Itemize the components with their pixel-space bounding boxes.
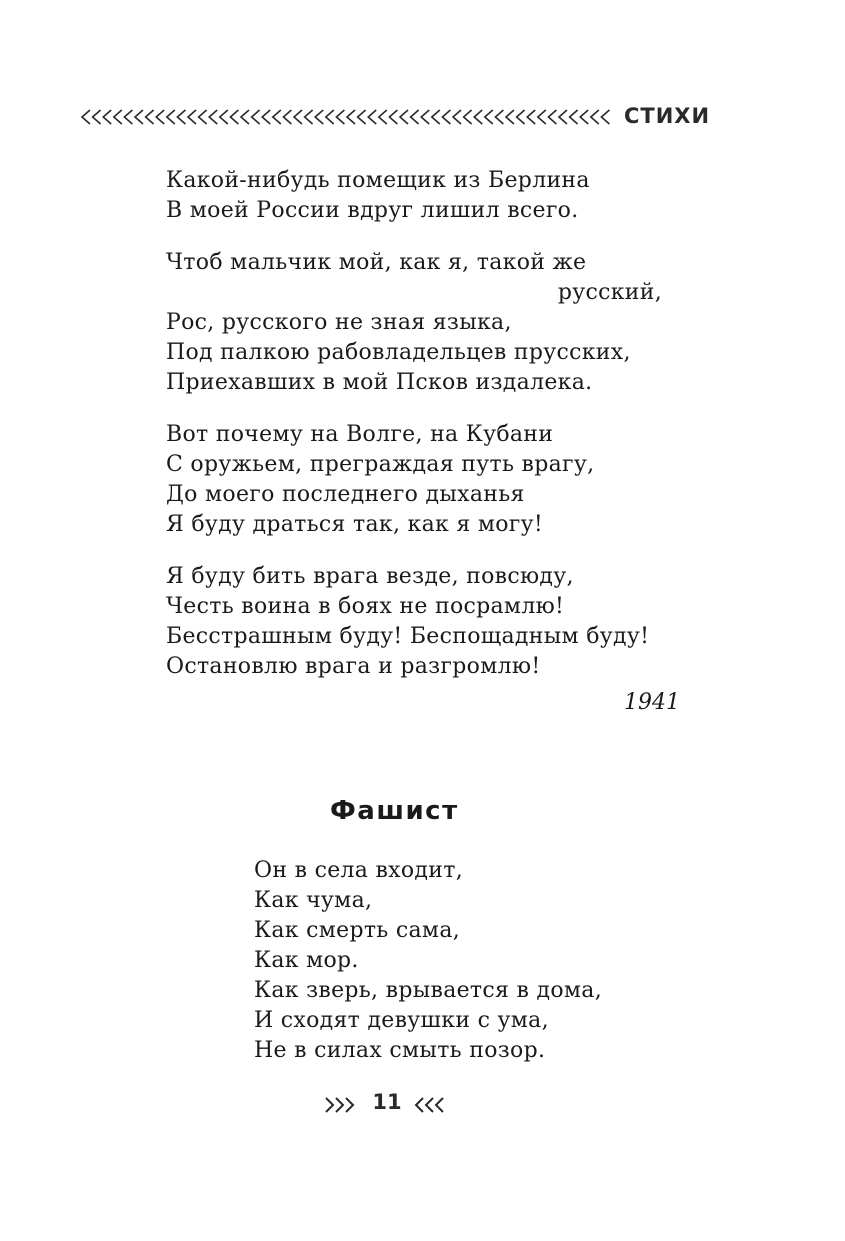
poem-line: Не в силах смыть позор. xyxy=(254,1038,546,1063)
poem-line: Какой-нибудь помещик из Берлина xyxy=(166,168,590,193)
poem-line: Как мор. xyxy=(254,948,359,973)
poem-body-2 xyxy=(254,856,694,1066)
poem-line-continuation: русский, xyxy=(557,280,662,305)
poem-line: Я буду бить врага везде, повсюду, xyxy=(166,564,574,589)
stanza xyxy=(166,166,686,226)
poem-line: Как зверь, врывается в дома, xyxy=(254,978,602,1003)
stanza xyxy=(166,248,686,398)
poem-line: Приехавших в мой Псков издалека. xyxy=(166,370,593,395)
poem-line: Как чума, xyxy=(254,888,373,913)
header-chevron-rule xyxy=(80,106,615,128)
poem-line: Он в села входит, xyxy=(254,858,464,883)
poem-line: И сходят девушки с ума, xyxy=(254,1008,549,1033)
section-title: СТИХИ xyxy=(624,104,711,128)
stanza xyxy=(166,562,686,682)
poem-line: Честь воина в боях не посрамлю! xyxy=(166,594,565,619)
poem-line: Под палкою рабовладельцев прусских, xyxy=(166,340,631,365)
poem-line: Я буду драться так, как я могу! xyxy=(166,512,543,537)
poem-line: С оружьем, преграждая путь врагу, xyxy=(166,452,595,477)
chevron-right-icon xyxy=(322,1090,362,1120)
poem-title: Фашист xyxy=(330,796,459,826)
poem-line: До моего последнего дыханья xyxy=(166,482,525,507)
page-footer xyxy=(322,1090,452,1120)
chevron-rule-icon xyxy=(80,106,615,128)
poem-line: Бесстрашным буду! Беспощадным буду! xyxy=(166,624,650,649)
poem-line: Как смерть сама, xyxy=(254,918,461,943)
poem-line: Остановлю врага и разгромлю! xyxy=(166,654,541,679)
poem-line: Рос, русского не зная языка, xyxy=(166,310,512,335)
poem-year: 1941 xyxy=(624,690,680,715)
page-number: 11 xyxy=(372,1090,402,1114)
poem-line: В моей России вдруг лишил всего. xyxy=(166,198,579,223)
poem-body xyxy=(166,166,686,704)
chevron-left-icon xyxy=(412,1090,452,1120)
poem-line: Вот почему на Волге, на Кубани xyxy=(166,422,554,447)
poem-line: Чтоб мальчик мой, как я, такой же xyxy=(166,250,587,275)
stanza xyxy=(166,420,686,540)
